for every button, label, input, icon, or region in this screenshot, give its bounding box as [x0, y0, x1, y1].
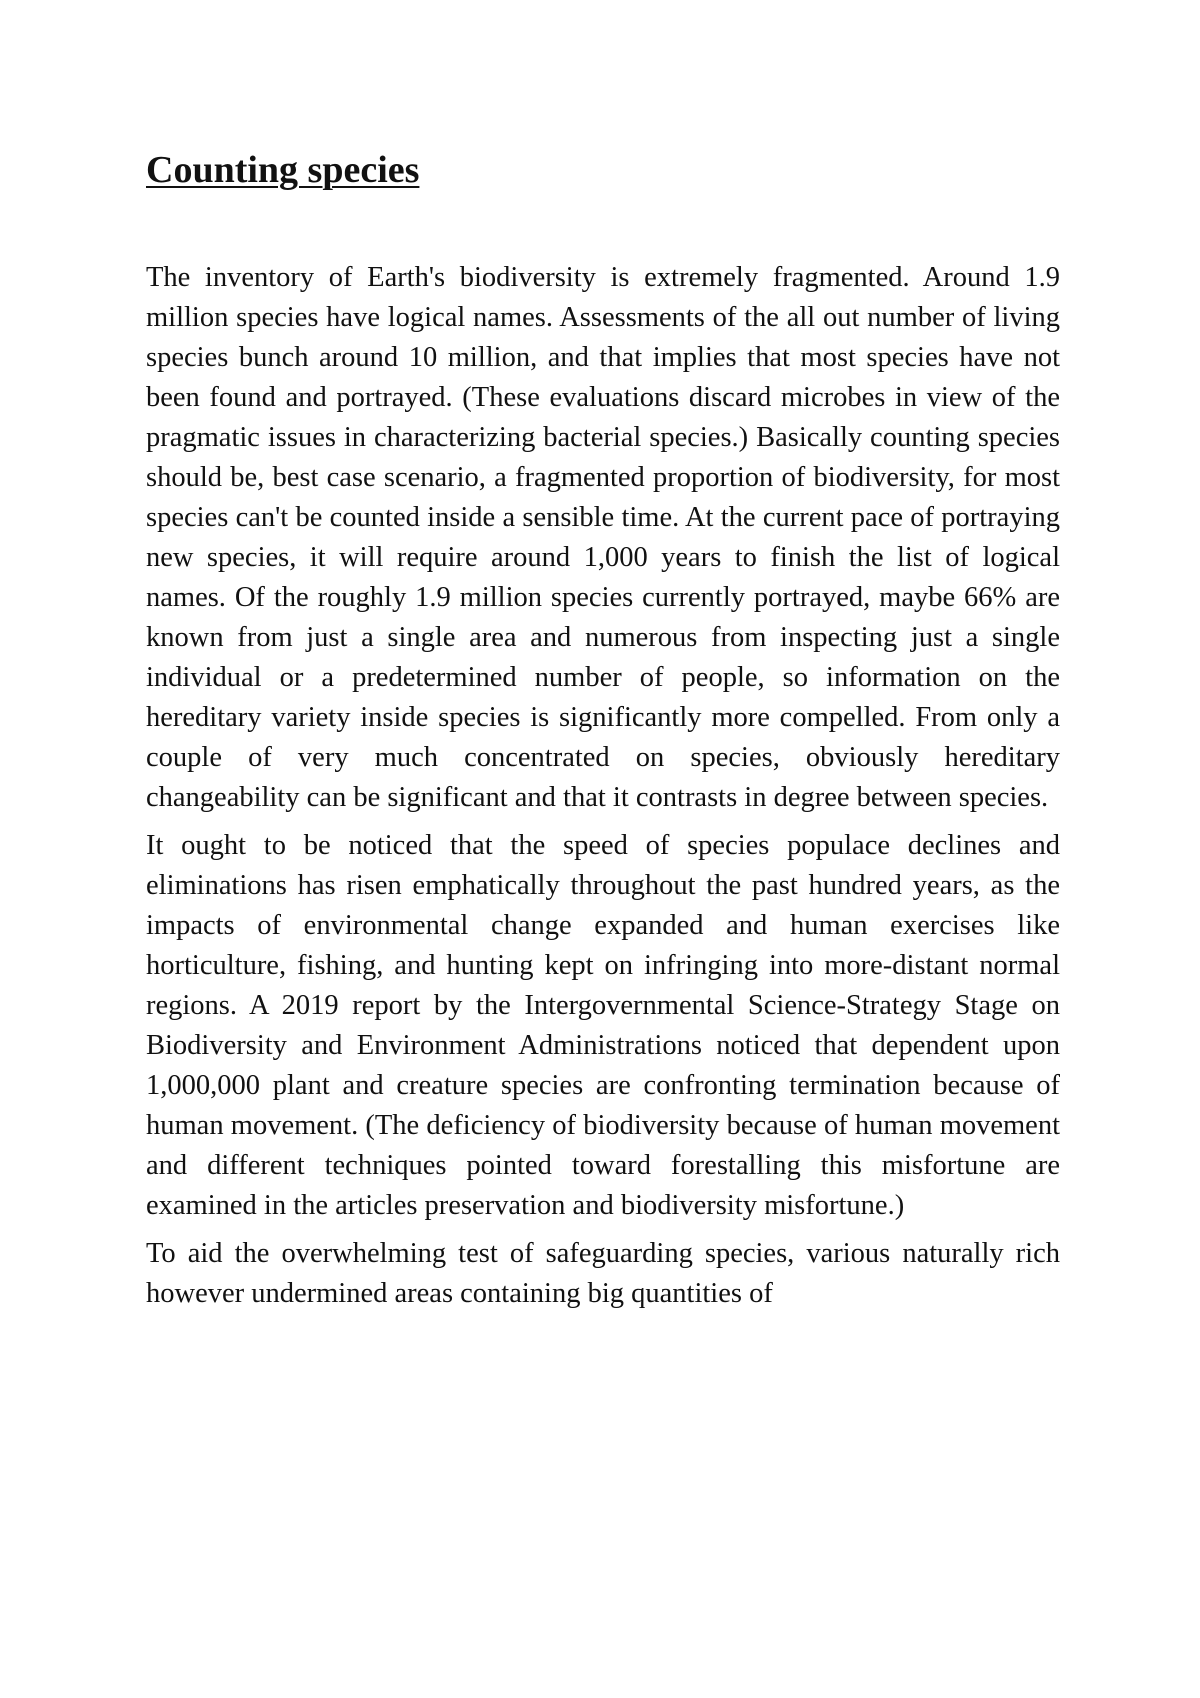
paragraph-2: It ought to be noticed that the speed of species populace declines and eliminations has risen emphatically throughout the past hundred years, as the impacts of environmental change expanded and human exercises like horticulture, fishing, and hunting kept on infringing into more-distant normal regions. A 2019 report by the Intergovernmental Science-Strategy Stage on Biodiversity and Environment Administrations noticed that dependent upon 1,000,000 plant and creature species are confronting termination because of human movement. (The deficiency of biodiversity because of human movement and different techniques pointed toward forestalling this misfortune are examined in the articles preservation and biodiversity misfortune.) — [146, 830, 1060, 1221]
document-body — [146, 258, 1060, 1322]
paragraph-3: To aid the overwhelming test of safeguarding species, various naturally rich however undermined areas containing big quantities of — [146, 1238, 1060, 1309]
paragraph-1: The inventory of Earth's biodiversity is extremely fragmented. Around 1.9 million species have logical names. Assessments of the all out number of living species bunch around 10 million, and that implies that most species have not been found and portrayed. (These evaluations discard microbes in view of the pragmatic issues in characterizing bacterial species.) Basically counting species should be, best case scenario, a fragmented proportion of biodiversity, for most species can't be counted inside a sensible time. At the current pace of portraying new species, it will require around 1,000 years to finish the list of logical names. Of the roughly 1.9 million species currently portrayed, maybe 66% are known from just a single area and numerous from inspecting just a single individual or a predetermined number of people, so information on the hereditary variety inside species is significantly more compelled. From only a couple of very much concentrated on species, obviously hereditary changeability can be significant and that it contrasts in degree between species. — [146, 262, 1060, 813]
page-title: Counting species — [146, 149, 420, 191]
